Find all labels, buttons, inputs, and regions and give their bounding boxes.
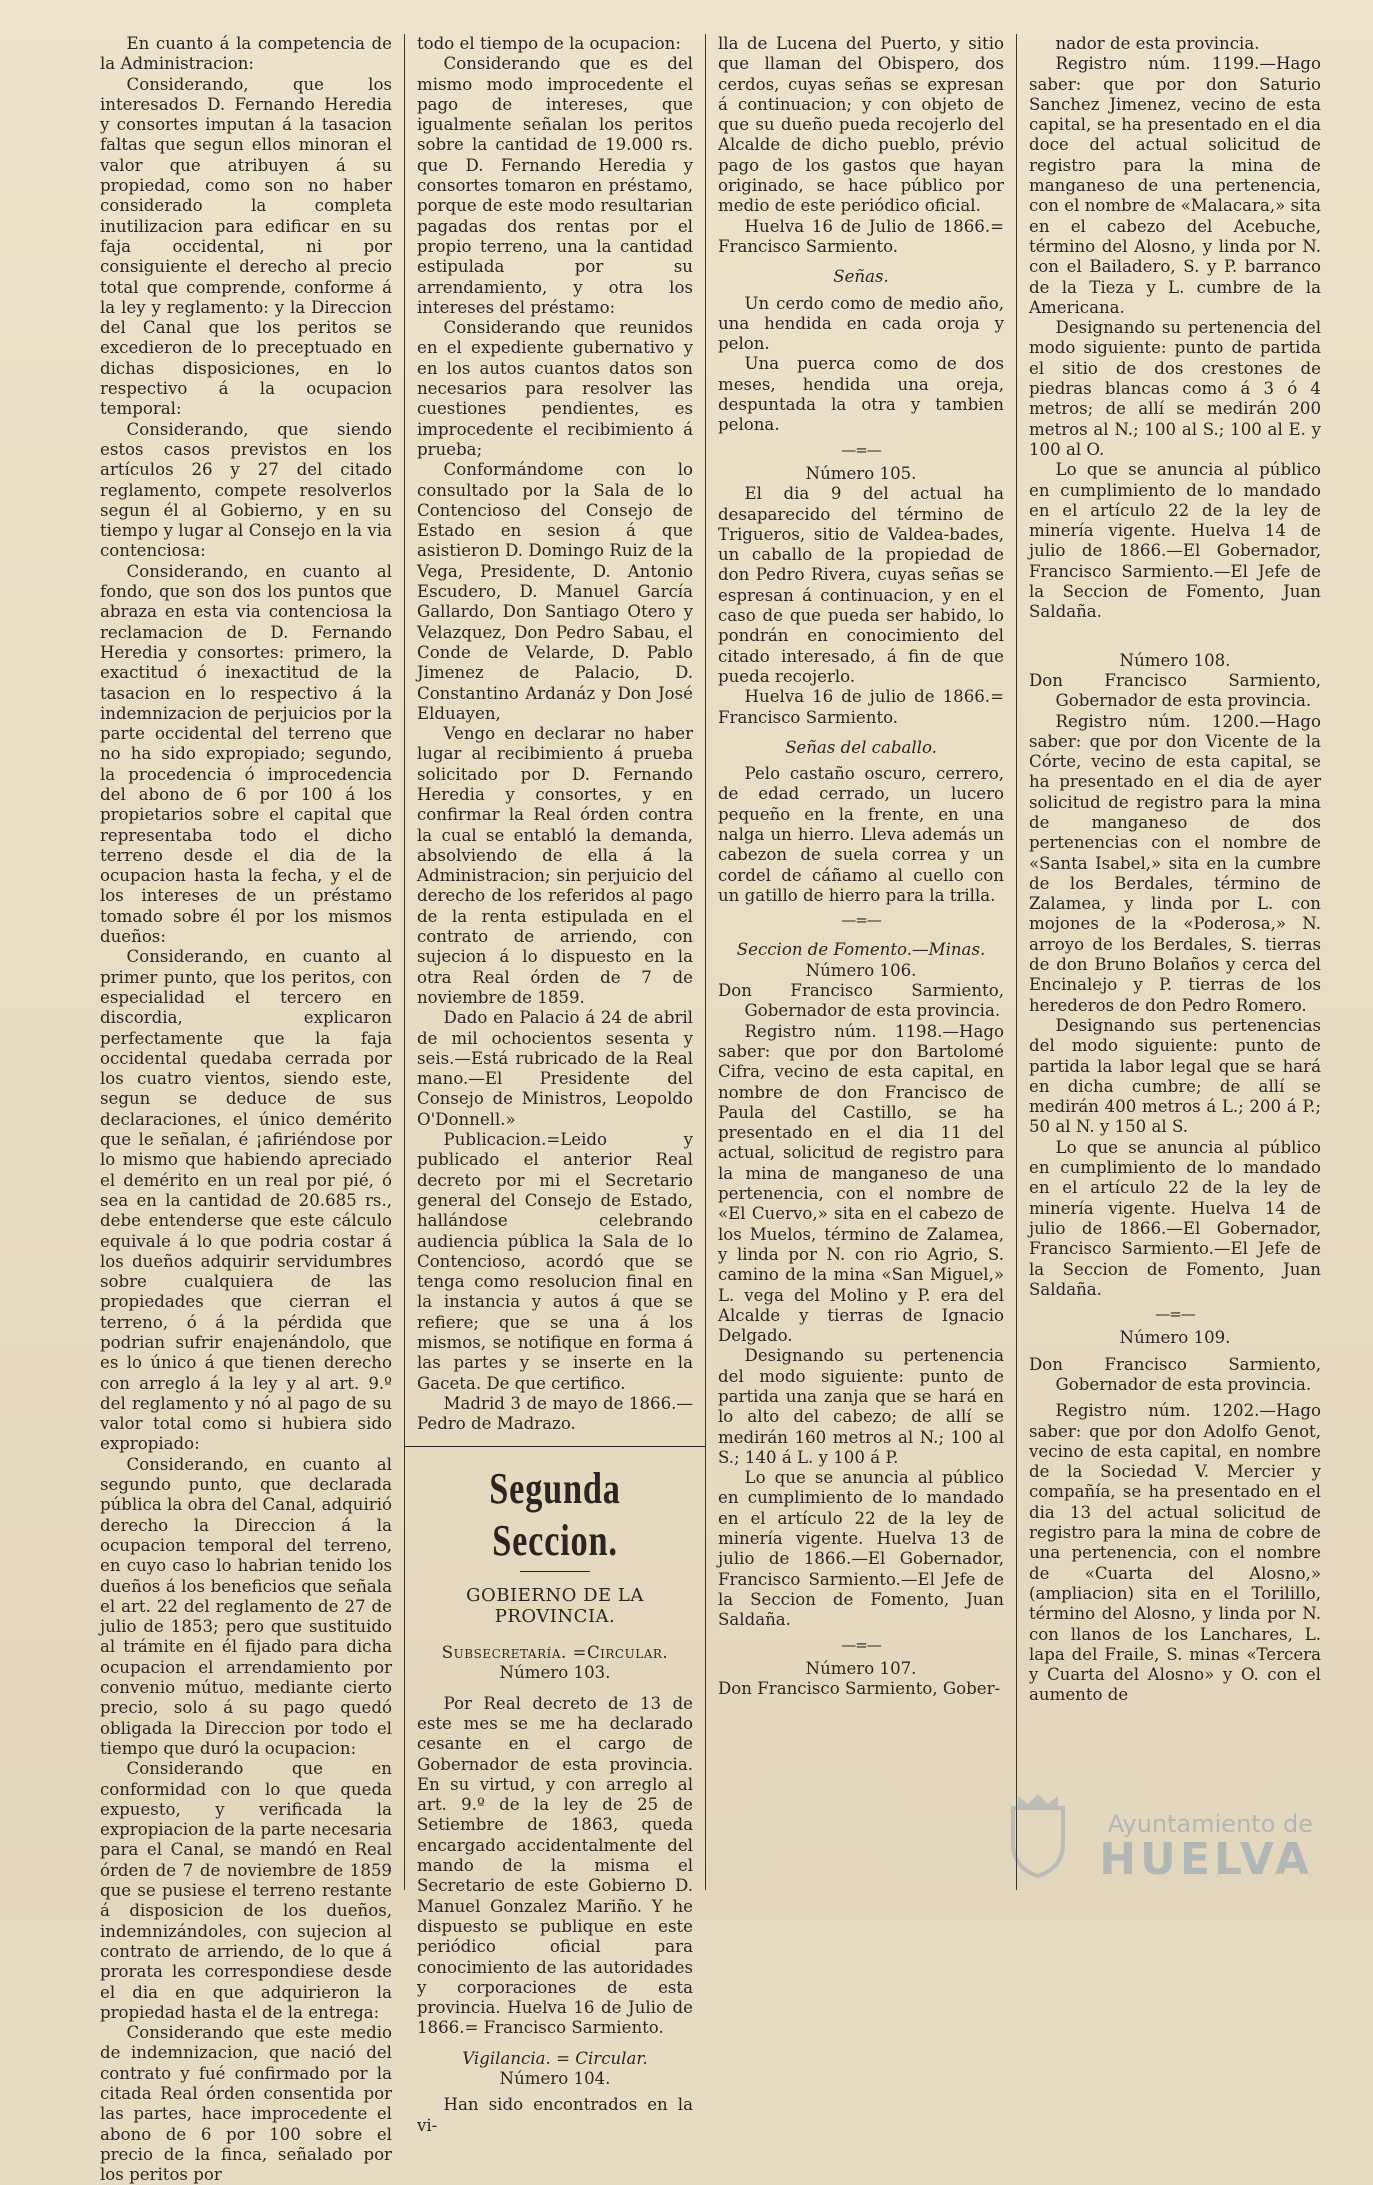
number-106: Número 106. [805,960,917,980]
column-3 [705,34,1016,1890]
paragraph: Lo que se anuncia al público en cumplimiento de lo mandado en el artículo 22 de la ley de minería vigente. Huelva 13 de julio de 1866.—El Gobernador, Francisco Sarmiento.—El Jefe de la Seccion de Fomento, Juan Saldaña. [718,1468,1004,1630]
watermark [1099,1810,1313,1885]
paragraph: Designando su pertenencia del modo siguiente: punto de partida una zanja que se hará en lo alto del cabezo; de allí se medirán 160 metros al N.; 100 al S.; 140 á L. y 100 á P. [718,1346,1004,1467]
senas-head: Señas. [833,267,889,287]
number-107: Número 107. [805,1658,917,1678]
paragraph: En cuanto á la competencia de la Administracion: [100,34,392,74]
paragraph: Considerando que reunidos en el expediente gubernativo y en los autos cuantos datos son necesarios para resolver las cuestiones pendientes, es improcedente el recibimiento á prueba; [417,318,693,459]
number-104: Número 104. [499,2069,611,2089]
columns [88,34,1333,2185]
paragraph: El dia 9 del actual ha desaparecido del término de Trigueros, sitio de Valdea-bades, un caballo de la propiedad de don Pedro Rivera, cuyas señas se espresan á continuacion, y en el caso de que pueda ser habido, lo pondrán en conocimiento del citado interesado, á fin de que pueda recojerlo. [718,484,1004,686]
separator: —=— [841,1635,881,1654]
paragraph: Considerando, que siendo estos casos previstos en los artículos 26 y 27 del citado reglamento, compete resolverlos segun él al Gobierno, y en su tiempo y lugar al Consejo en la via contenciosa: [100,419,392,561]
title-underline [520,1571,590,1572]
gov-title: GOBIERNO DE LA PROVINCIA. [466,1585,644,1627]
paragraph: Registro núm. 1198.—Hago saber: que por don Bartolomé Cifra, vecino de esta capital, en nombre de don Francisco de Paula del Castillo, se ha presentado en el dia 11 del actual, solicitud de registro para la mina de manganeso de una pertenencia, con el nombre de «El Cuervo,» sita en el cabezo de los Muelos, término de Zalamea, y linda por N. con rio Agrio, S. camino de la mina «San Miguel,» L. vega del Molino y P. era del Alcalde y tierras de Ignacio Delgado. [718,1021,1004,1346]
governor-line: nador de esta provincia. [1055,34,1260,53]
paragraph: Dado en Palacio á 24 de abril de mil ochocientos sesenta y seis.—Está rubricado de la Real mano.—El Presidente del Consejo de Ministros, Leopoldo O'Donnell.» [417,1008,693,1129]
paragraph: Pelo castaño oscuro, cerrero, de edad cerrado, un lucero pequeño en la frente, en una nalga un hierro. Lleva además un cabezon de suela correa y un cordel de cáñamo al cuello con un gatillo de hierro para la trilla. [718,764,1004,905]
paragraph: Lo que se anuncia al público en cumplimiento de lo mandado en el artículo 22 de la ley de minería vigente. Huelva 14 de julio de 1866.—El Gobernador, Francisco Sarmiento.—El Jefe de la Seccion de Fomento, Juan Saldaña. [1029,1137,1321,1299]
governor-line: Don Francisco Sarmiento, Gobernador de esta provincia. [1029,670,1321,711]
column-1 [88,34,404,2185]
paragraph: Considerando, en cuanto al fondo, que son dos los puntos que abraza en esta via contenciosa la reclamacion de D. Fernando Heredia y consortes: primero, la exactitud ó inexactitud de la tasacion en lo respectivo á la indemnizacion de perjuicios por la parte occidental del terreno que no ha sido expropiado; segundo, la procedencia ó improcedencia del abono de 6 por 100 á los propietarios sobre el capital que representaba todo el dicho terreno desde el dia de la ocupacion hasta la fecha, y el de los intereses de un préstamo tomado sobre él por los mismos dueños: [100,561,392,947]
watermark-line1: Ayuntamiento de [1107,1810,1313,1838]
paragraph: Considerando que en conformidad con lo que queda expuesto, y verificada la expropiacion de la parte necesaria para el Canal, se mandó en Real órden de 7 de noviembre de 1859 que se pusiese el terreno restante á disposicion de los dueños, indemnizándoles, con sujecion al contrato de arriendo, de lo que á prorata les correspondiese desde el dia en que adquirieron la propiedad hasta el de la entrega: [100,1759,392,2022]
paragraph: Considerando que este medio de indemnizacion, que nació del contrato y fué confirmado por la citada Real órden consentida por las partes, hace improcedente el abono de 6 por 100 sobre el precio de la finca, señalado por los peritos por [100,2023,392,2185]
paragraph: Madrid 3 de mayo de 1866.—Pedro de Madrazo. [417,1393,693,1434]
vigilancia-head: Vigilancia. = Circular. [462,2048,648,2068]
circular-head: Subsecretaría. =Circular. [441,1643,669,1663]
crest-icon [1003,1788,1073,1878]
governor-line: Don Francisco Sarmiento, Gober- [718,1679,1001,1699]
number-109: Número 109. [1119,1328,1231,1348]
paragraph: Registro núm. 1202.—Hago saber: que por don Adolfo Genot, vecino de esta capital, en nombre de la Sociedad V. Mercier y compañía, se ha presentado en el dia 13 del actual solicitud de registro para la mina de cobre de una pertenencia, con el nombre de «Cuarta del Alosno,» (ampliacion) sita en el Torilillo, término del Alosno, y linda por N. con llanos de los Lanchares, L. lapa del Fraile, S. minas «Tercera y Cuarta del Alosno» y O. con el aumento de [1029,1401,1321,1705]
watermark-line2: HUELVA [1099,1834,1313,1885]
separator: —=— [841,440,881,459]
separator: —=— [841,911,881,930]
paragraph: Considerando que es del mismo modo improcedente el pago de intereses, que igualmente señalan los peritos sobre la cantidad de 19.000 rs. que D. Fernando Heredia y consortes tomaron en préstamo, porque de este modo resultarian pagadas dos rentas por el propio terreno, una la cantidad estipulada por su arrendamiento, y otra los intereses del préstamo: [417,54,693,317]
paragraph: Designando sus pertenencias del modo siguiente: punto de partida la labor legal que se hará en dicha cumbre; de allí se medirán 400 metros á L.; 200 á P.; 50 al N. y 150 al S. [1029,1015,1321,1137]
paragraph: Registro núm. 1199.—Hago saber: que por don Saturio Sanchez Jimenez, vecino de esta capital, se ha presentado en el dia doce del actual solicitud de registro para la mina de manganeso de una pertenencia, con el nombre de «Malacara,» sita en el cabezo del Acebuche, término del Alosno, y linda por N. con el Bailadero, S. y P. barranco de la Tieza y L. cumbre de la Americana. [1029,54,1321,317]
column-2 [404,34,705,2135]
paragraph: Publicacion.=Leido y publicado el anterior Real decreto por mi el Secretario general del Consejo de Estado, hallándose celebrando audiencia pública la Sala de lo Contencioso, acordó que se tenga como resolucion final en la instancia y autos á que se refiere; que se una á los mismos, se notifique en forma á las partes y se inserte en la Gaceta. De que certifico. [417,1130,693,1393]
paragraph: Han sido encontrados en la vi- [417,2095,693,2135]
governor-line: Don Francisco Sarmiento, Gobernador de esta provincia. [1029,1354,1321,1394]
paragraph: Considerando, en cuanto al segundo punto, que declarada pública la obra del Canal, adquirió derecho la Direccion á la ocupacion temporal del terreno, en cuyo caso lo habrian tenido los dueños á los beneficios que señala el art. 22 del reglamento de 27 de julio de 1853; pero que sustituido al trámite en él fijado para dicha ocupacion el arrendamiento por convenio mútuo, mediante cierto precio, solo á su pago quedó obligada la Direccion por todo el tiempo que duró la ocupacion: [100,1454,392,1758]
paragraph: Considerando, en cuanto al primer punto, que los peritos, con especialidad el tercero en discordia, explicaron perfectamente que la faja occidental quedaba cerrada por los cuatro vientos, siendo este, segun se deduce de sus declaraciones, el único demérito que le señalan, é ¡afiriéndose por lo mismo que habiendo apreciado el demérito en un real por pié, ó sea en la cantidad de 20.685 rs., debe entenderse que este cálculo equivale á lo que podria costar á los dueños adquirir servidumbres sobre cualquiera de las propiedades que cierran el terreno, ó á la pérdida que podrian sufrir enajenándolo, que es lo único á que tienen derecho con arreglo á la ley y al art. 9.º del reglamento y nó al pago de su valor total como si hubiera sido expropiado: [100,947,392,1454]
section-title: Segunda Seccion. [489,1464,621,1566]
paragraph: Conformándome con lo consultado por la Sala de lo Contencioso del Consejo de Estado en sesion á que asistieron D. Domingo Ruiz de la Vega, Presidente, D. Antonio Escudero, D. Manuel García Gallardo, Don Santiago Otero y Velazquez, Don Pedro Sabau, el Conde de Velarde, D. Pablo Jimenez de Palacio, D. Constantino Ardanáz y Don José Elduayen, [417,460,693,723]
paragraph: Una puerca como de dos meses, hendida una oreja, despuntada la otra y tambien pelona. [718,354,1004,435]
governor-line: Don Francisco Sarmiento, Gobernador de esta provincia. [718,981,1004,1021]
paragraph: Registro núm. 1200.—Hago saber: que por don Vicente de la Córte, vecino de esta capital, se ha presentado en el dia de ayer solicitud de registro para la mina de manganeso de dos pertenencias con el nombre de «Santa Isabel,» sita en la cumbre de los Berdales, término de Zalamea, y linda por L. con mojones de la «Poderosa,» N. arroyo de los Berdales, S. tierras de don Bruno Bolaños y cerca del Encinalejo y P. tierras de los herederos de don Pedro Romero. [1029,711,1321,1015]
paragraph: Un cerdo como de medio año, una hendida en cada oroja y pelon. [718,293,1004,354]
paragraph: todo el tiempo de la ocupacion: [417,34,681,53]
paragraph: Vengo en declarar no haber lugar al recibimiento á prueba solicitado por D. Fernando Heredia y consortes, y en confirmar la Real órden contra la cual se entabló la demanda, absolviendo de ella á la Administracion; sin perjuicio del derecho de los referidos al pago de la renta estipulada en el contrato de arriendo, con sujecion á lo dispuesto en la otra Real órden de 7 de noviembre de 1859. [417,724,693,1007]
number-103: Número 103. [499,1663,611,1683]
paragraph: Designando su pertenencia del modo siguiente: punto de partida el sitio de dos crestones de piedras blancas como á 3 ó 4 metros; de allí se medirán 200 metros al N.; 100 al S.; 100 al E. y 100 al O. [1029,318,1321,459]
paragraph: Por Real decreto de 13 de este mes se me ha declarado cesante en el cargo de Gobernador de esta provincia. En su virtud, y con arreglo al art. 9.º de la ley de 25 de Setiembre de 1863, queda encargado accidentalmente del mando de la misma el Secretario de este Gobierno D. Manuel Gonzalez Mariño. Y he dispuesto se publique en este periódico oficial para conocimiento de las autoridades y corporaciones de esta provincia. Huelva 16 de Julio de 1866.= Francisco Sarmiento. [417,1693,693,2038]
paragraph: lla de Lucena del Puerto, y sitio que llaman del Obispero, dos cerdos, cuyas señas se expresan á continuacion; y con objeto de que su dueño pueda recojerlo del Alcalde de dicho pueblo, prévio pago de los gastos que hayan originado, se hace público por medio de este periódico oficial. [718,34,1004,216]
number-105: Número 105. [805,463,917,483]
separator: —=— [1155,1305,1195,1324]
section-divider [405,1446,705,1447]
paragraph: Huelva 16 de julio de 1866.= Francisco Sarmiento. [718,687,1004,727]
number-108: Número 108. [1119,650,1231,670]
caballo-head: Señas del caballo. [785,737,937,757]
paragraph: Huelva 16 de Julio de 1866.= Francisco Sarmiento. [718,216,1004,256]
paragraph: Considerando, que los interesados D. Fernando Heredia y consortes imputan á la tasacion faltas que segun ellos minoran el valor que atribuyen á su propiedad, como son no haber considerado la completa inutilizacion para edificar en su faja occidental, ni por consiguiente el derecho al precio total que comprende, conforme á la ley y reglamento: y la Direccion del Canal que los peritos se excedieron de lo preceptuado en dichas disposiciones, en lo respectivo á la ocupacion temporal: [100,74,392,419]
paragraph: Lo que se anuncia al público en cumplimiento de lo mandado en el artículo 22 de la ley de minería vigente. Huelva 14 de julio de 1866.—El Gobernador, Francisco Sarmiento.—El Jefe de la Seccion de Fomento, Juan Saldaña. [1029,460,1321,622]
fomento-head: Seccion de Fomento.—Minas. [736,940,986,960]
column-4 [1016,34,1333,1890]
